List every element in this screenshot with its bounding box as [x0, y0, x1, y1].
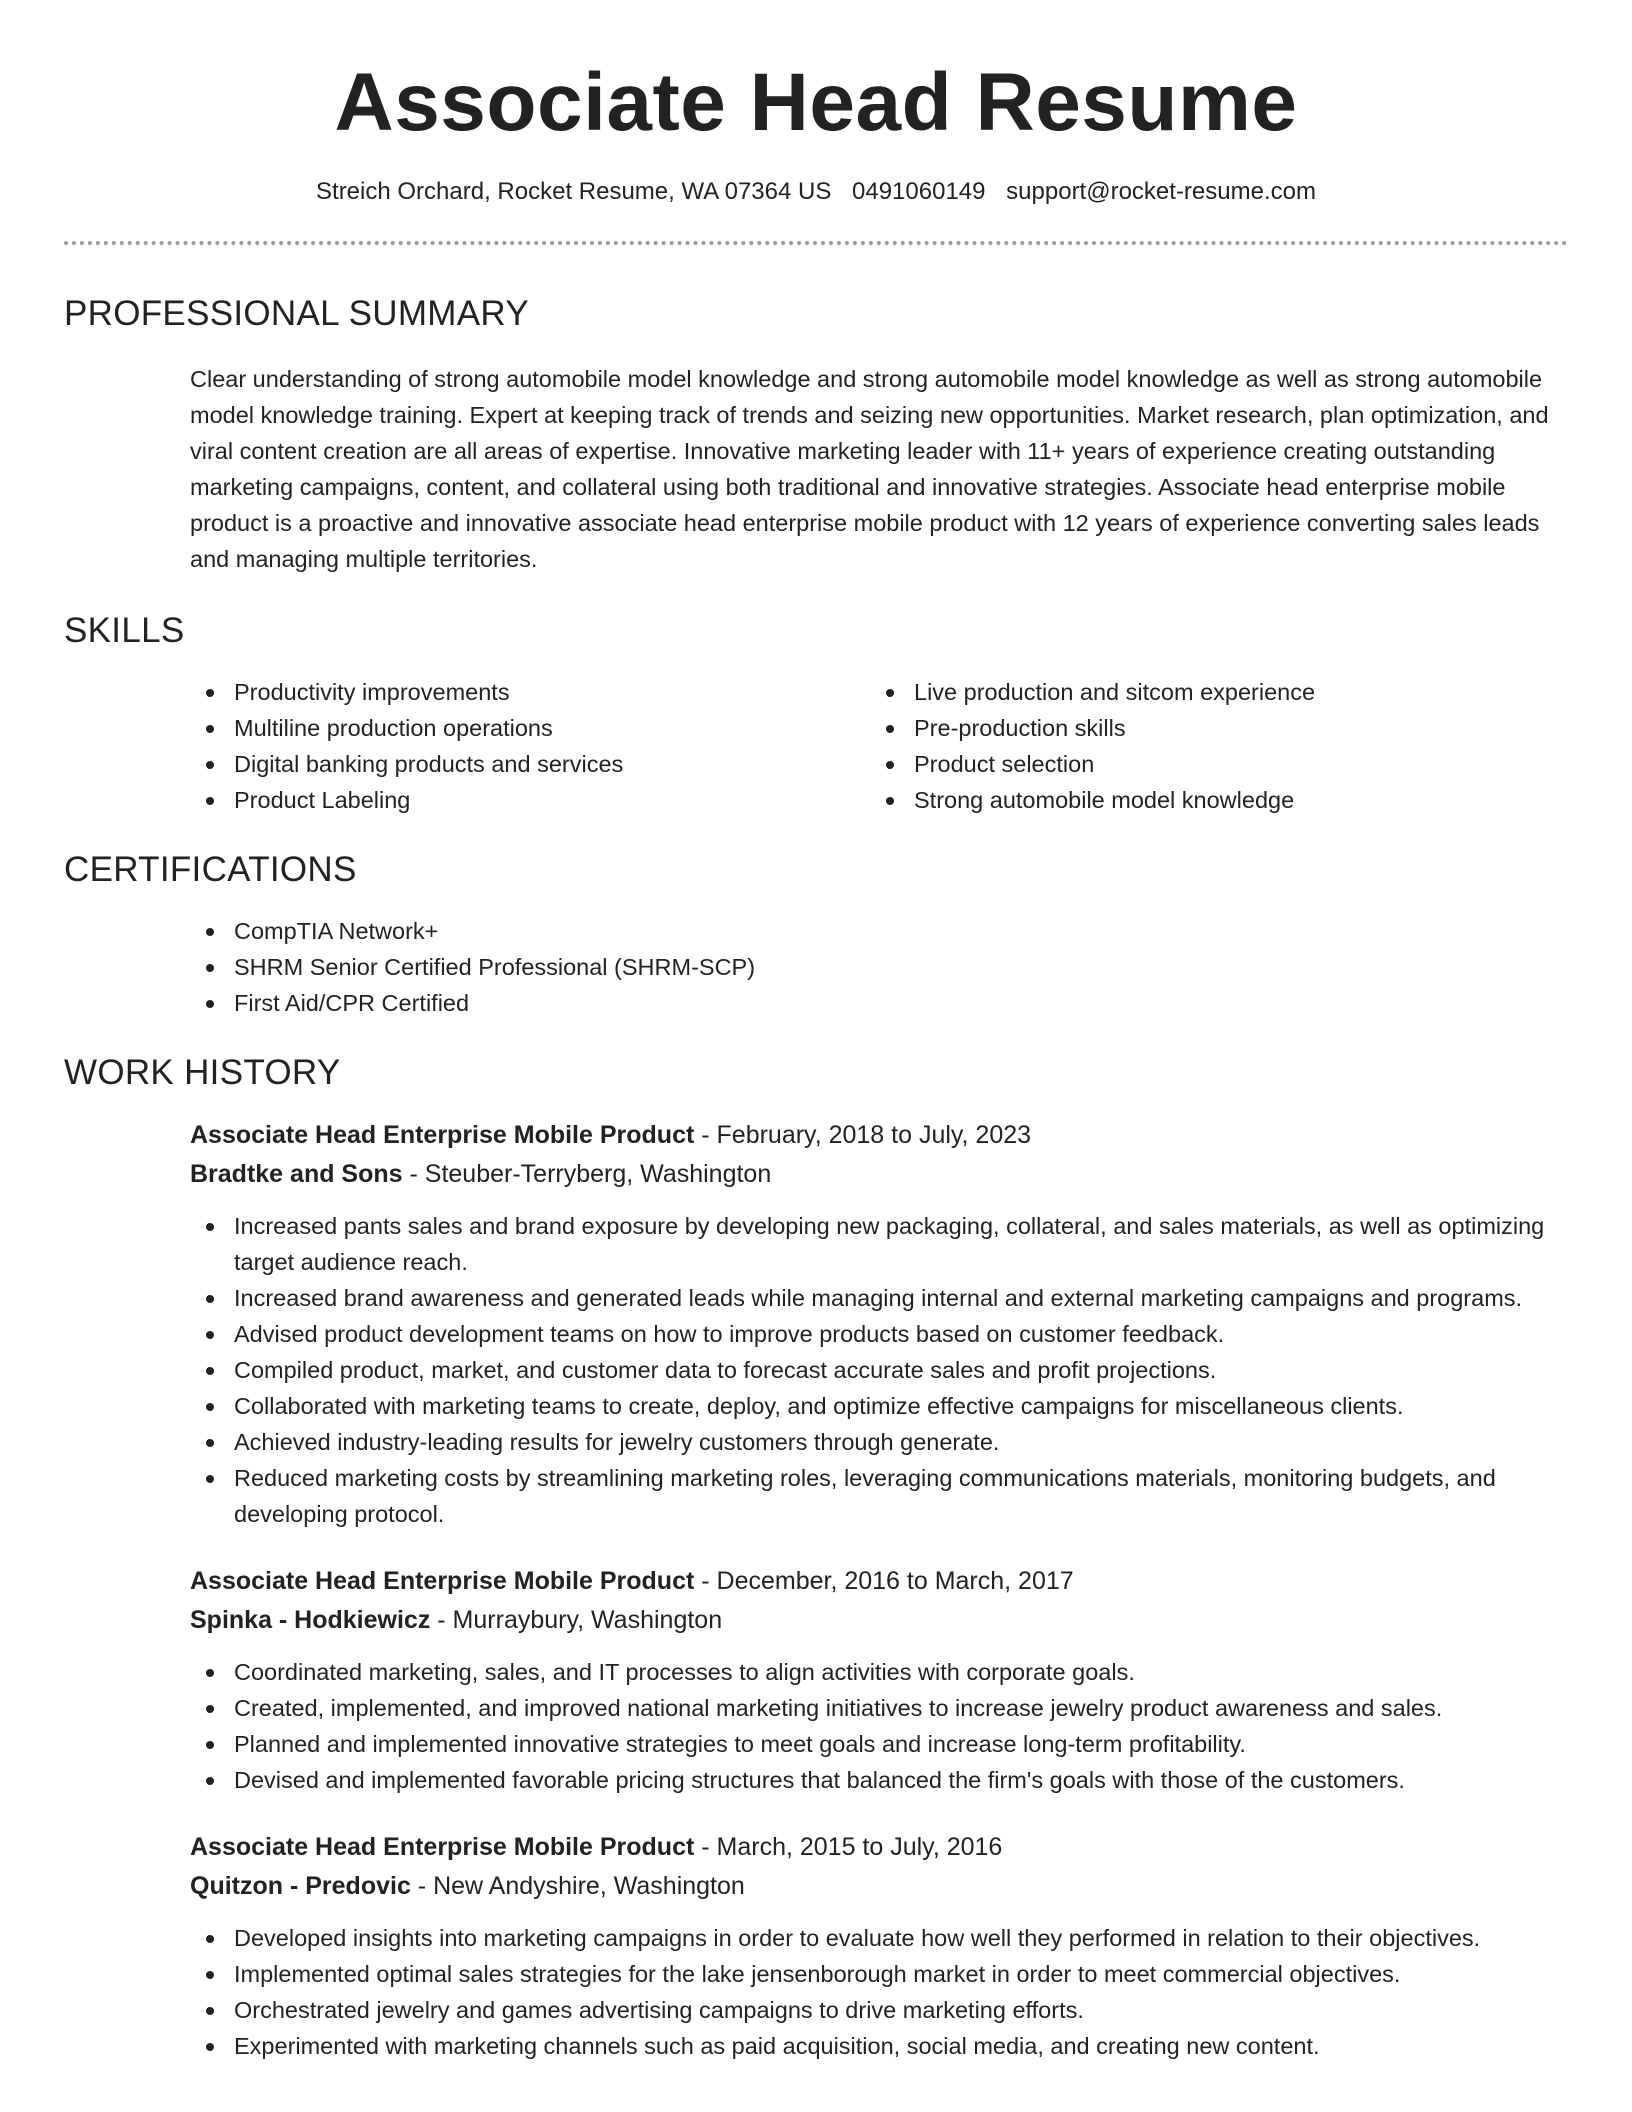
skill-item: Productivity improvements [190, 674, 870, 710]
skill-item: Product selection [870, 746, 1550, 782]
job-role-line [190, 1828, 1568, 1867]
resume-page [64, 0, 1568, 2064]
job-bullet: Coordinated marketing, sales, and IT processes to align activities with corporate goals. [190, 1654, 1568, 1690]
job-role: Associate Head Enterprise Mobile Product [190, 1832, 695, 1861]
job-company: Quitzon - Predovic [190, 1871, 411, 1900]
job-bullet: Devised and implemented favorable pricing structures that balanced the firm's goals with those of the customers. [190, 1762, 1568, 1798]
job-bullet: Increased pants sales and brand exposure by developing new packaging, collateral, and sales materials, as well as optimizing target audience reach. [190, 1208, 1568, 1280]
job-role: Associate Head Enterprise Mobile Product [190, 1566, 695, 1595]
work-history-heading: WORK HISTORY [64, 1052, 341, 1092]
job-bullet: Implemented optimal sales strategies for the lake jensenborough market in order to meet commercial objectives. [190, 1956, 1568, 1992]
job-bullet: Reduced marketing costs by streamlining marketing roles, leveraging communications materials, monitoring budgets, and developing protocol. [190, 1460, 1568, 1532]
job-company: Bradtke and Sons [190, 1159, 403, 1188]
job-dates: - December, 2016 to March, 2017 [694, 1566, 1074, 1595]
header-divider [64, 241, 1568, 245]
skills-list [190, 674, 1568, 818]
certification-item: SHRM Senior Certified Professional (SHRM-SCP) [190, 949, 1568, 985]
job-bullet: Orchestrated jewelry and games advertising campaigns to drive marketing efforts. [190, 1992, 1568, 2028]
job-location: - Murraybury, Washington [430, 1605, 723, 1634]
skills-heading: SKILLS [64, 610, 185, 650]
contact-phone: 0491060149 [852, 178, 986, 205]
job-bullet: Increased brand awareness and generated leads while managing internal and external marketing campaigns and programs. [190, 1280, 1568, 1316]
skills-column-right [870, 674, 1550, 818]
job-dates: - March, 2015 to July, 2016 [694, 1832, 1003, 1861]
job-bullets [190, 1654, 1568, 1798]
job-role: Associate Head Enterprise Mobile Product [190, 1120, 695, 1149]
job-location: - New Andyshire, Washington [410, 1871, 745, 1900]
job-role-line [190, 1562, 1568, 1601]
job-bullet: Developed insights into marketing campaigns in order to evaluate how well they performed in relation to their objectives. [190, 1920, 1568, 1956]
job-entry [190, 1562, 1568, 1798]
job-bullet: Created, implemented, and improved national marketing initiatives to increase jewelry product awareness and sales. [190, 1690, 1568, 1726]
skill-item: Strong automobile model knowledge [870, 782, 1550, 818]
job-entry [190, 1116, 1568, 1532]
job-company-line [190, 1601, 1568, 1640]
skill-item: Multiline production operations [190, 710, 870, 746]
job-dates: - February, 2018 to July, 2023 [694, 1120, 1032, 1149]
job-company-line [190, 1155, 1568, 1194]
job-bullet: Planned and implemented innovative strategies to meet goals and increase long-term profitability. [190, 1726, 1568, 1762]
skill-item: Product Labeling [190, 782, 870, 818]
job-location: - Steuber-Terryberg, Washington [402, 1159, 772, 1188]
resume-title: Associate Head Resume [334, 57, 1298, 148]
job-bullet: Compiled product, market, and customer data to forecast accurate sales and profit projections. [190, 1352, 1568, 1388]
skill-item: Pre-production skills [870, 710, 1550, 746]
job-company: Spinka - Hodkiewicz [190, 1605, 431, 1634]
job-role-line [190, 1116, 1568, 1155]
skill-item: Digital banking products and services [190, 746, 870, 782]
job-bullet: Achieved industry-leading results for jewelry customers through generate. [190, 1424, 1568, 1460]
job-entry [190, 1828, 1568, 2064]
job-bullets [190, 1920, 1568, 2064]
certification-item: CompTIA Network+ [190, 913, 1568, 949]
job-bullet: Experimented with marketing channels such as paid acquisition, social media, and creating new content. [190, 2028, 1568, 2064]
certifications-list [190, 913, 1568, 1021]
contact-address: Streich Orchard, Rocket Resume, WA 07364 US [316, 178, 832, 205]
summary-text: Clear understanding of strong automobile model knowledge and strong automobile model knowledge as well as strong automobile model knowledge training. Expert at keeping track of trends and seizing new opportunities. Market research, plan optimization, and viral content creation are all areas of expertise. Innovative marketing leader with 11+ years of experience creating outstanding marketing campaigns, content, and collateral using both traditional and innovative strategies. Associate head enterprise mobile product is a proactive and innovative associate head enterprise mobile product with 12 years of experience converting sales leads and managing multiple territories. [190, 365, 1549, 572]
job-bullet: Collaborated with marketing teams to create, deploy, and optimize effective campaigns for miscellaneous clients. [190, 1388, 1568, 1424]
contact-email: support@rocket-resume.com [1006, 178, 1316, 205]
job-bullets [190, 1208, 1568, 1532]
certifications-heading: CERTIFICATIONS [64, 849, 357, 889]
contact-line [64, 178, 1568, 207]
job-bullet: Advised product development teams on how to improve products based on customer feedback. [190, 1316, 1568, 1352]
skill-item: Live production and sitcom experience [870, 674, 1550, 710]
summary-heading: PROFESSIONAL SUMMARY [64, 293, 529, 333]
job-company-line [190, 1867, 1568, 1906]
skills-column-left [190, 674, 870, 818]
certification-item: First Aid/CPR Certified [190, 985, 1568, 1021]
